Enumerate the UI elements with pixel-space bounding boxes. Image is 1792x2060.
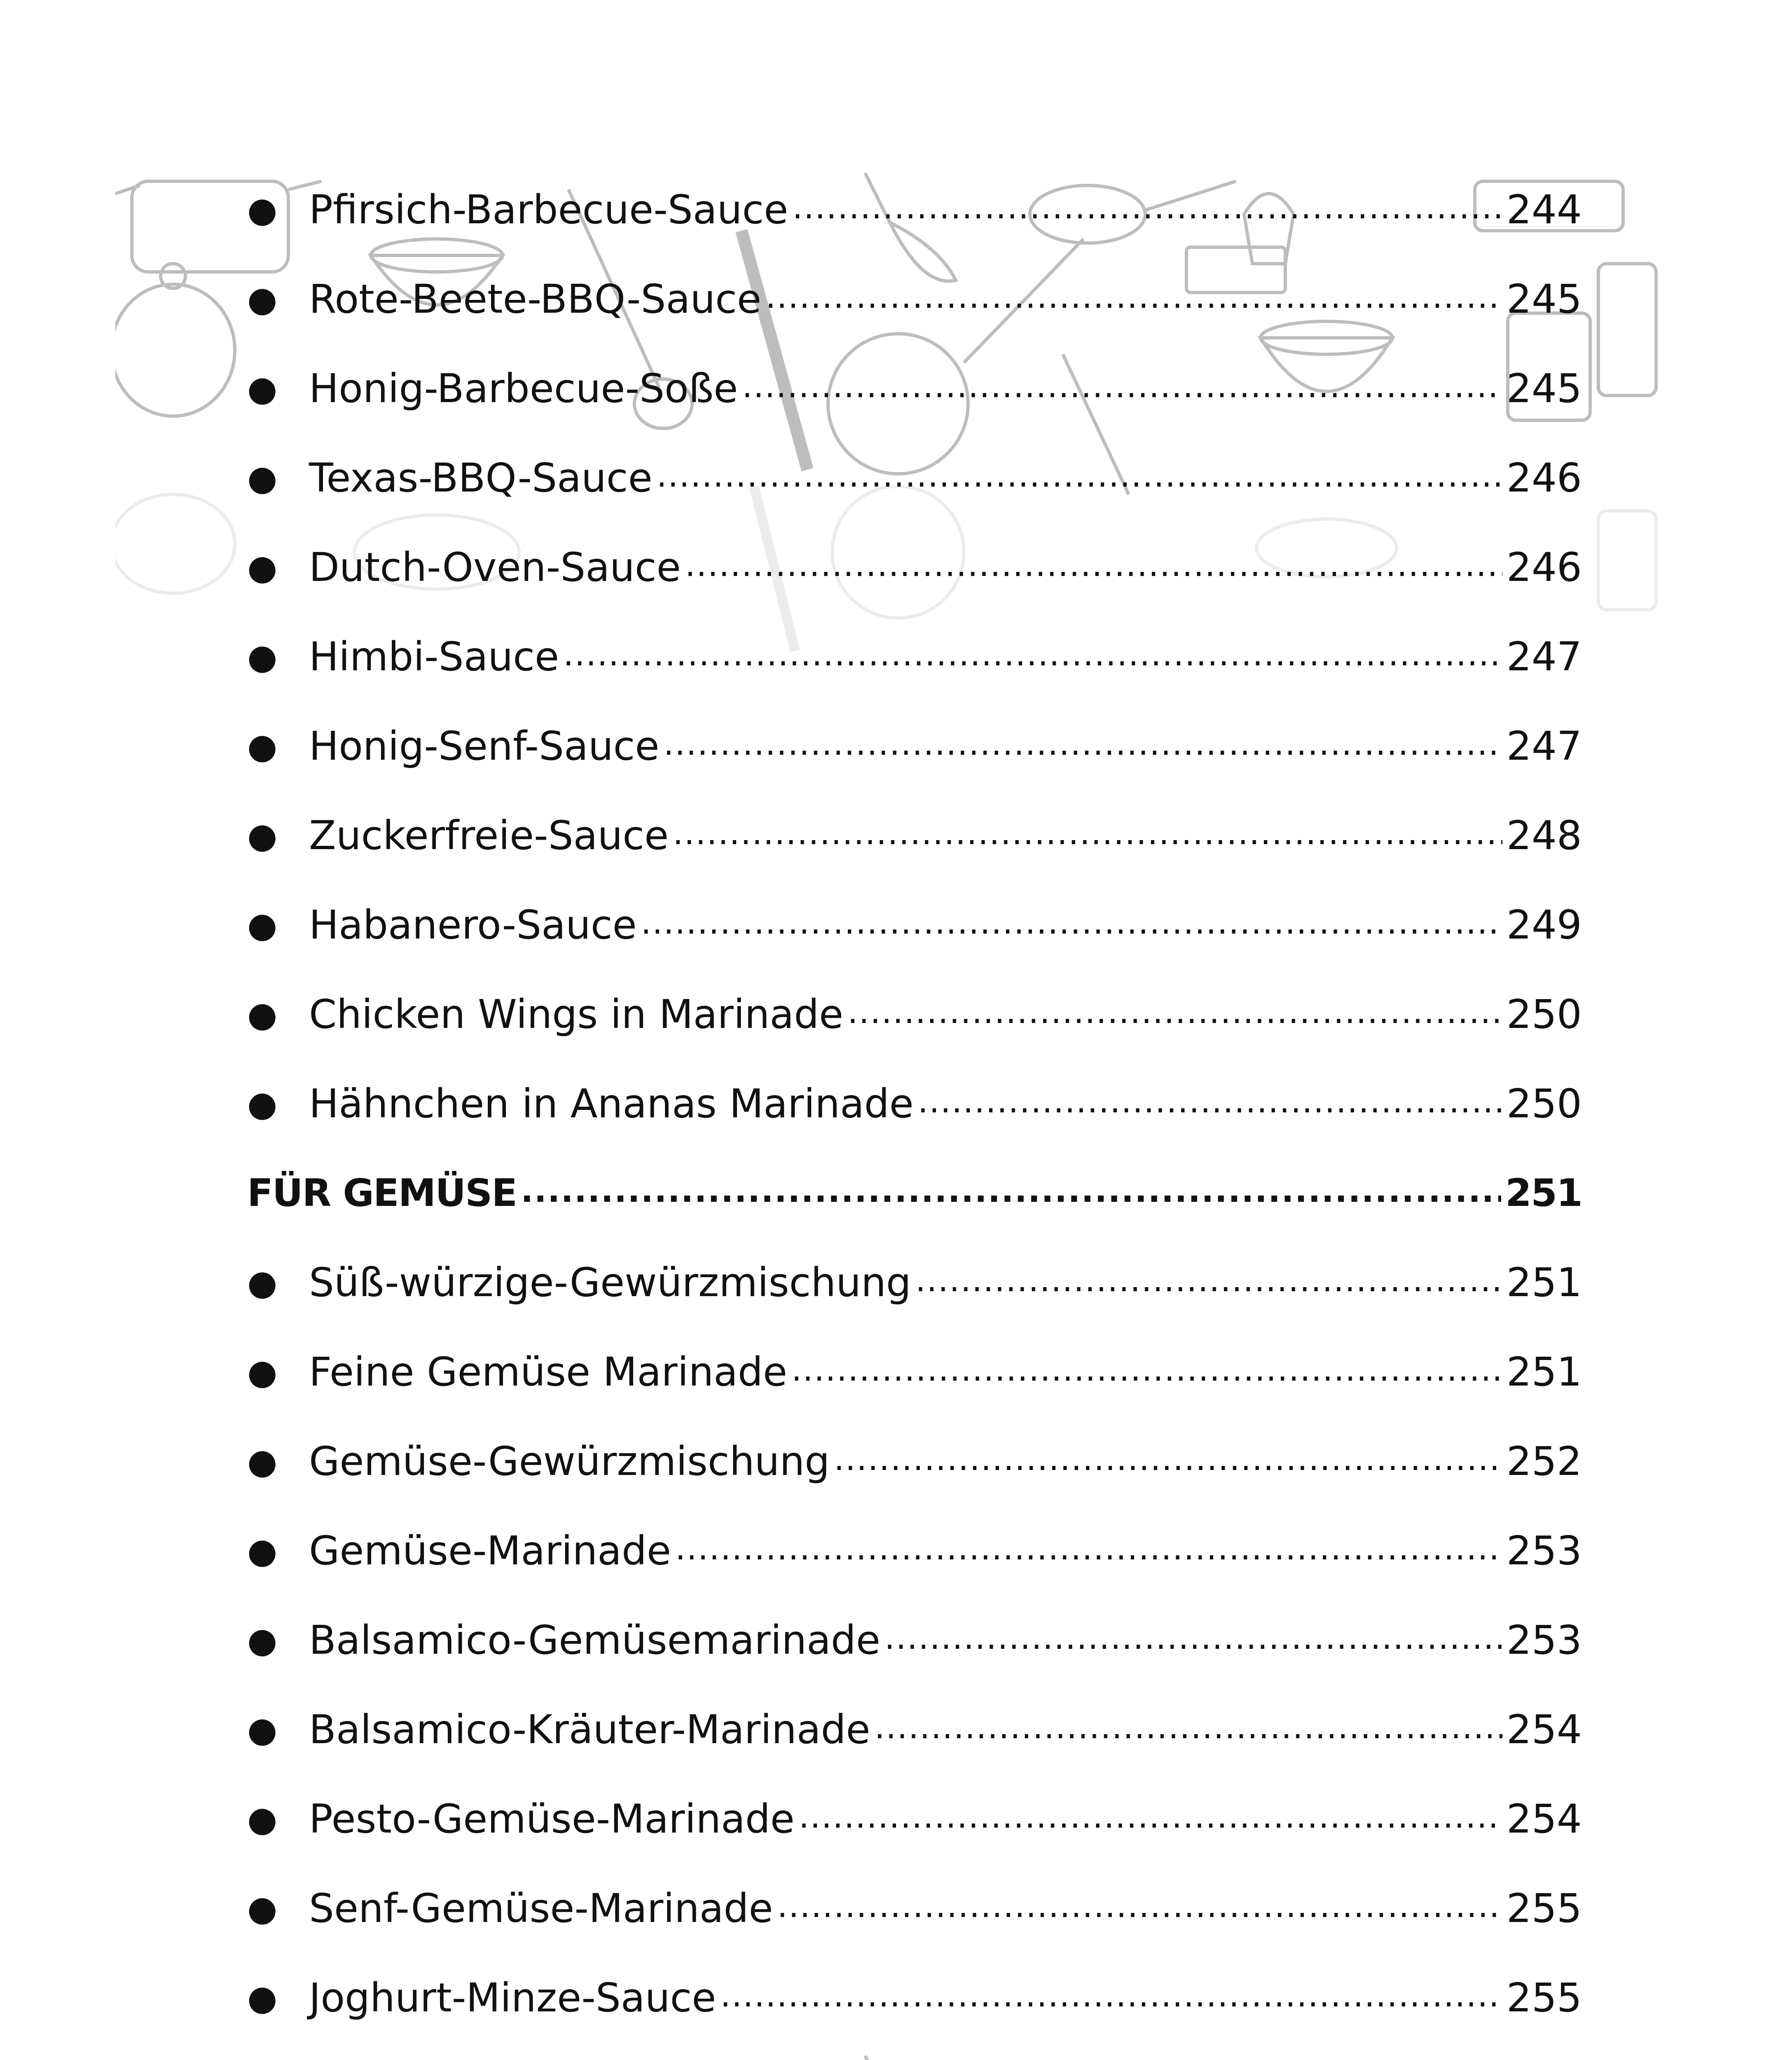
table-of-contents <box>247 165 1582 2060</box>
grater-icon <box>1598 264 1656 396</box>
bullet-icon: ● <box>247 1798 278 1839</box>
dot-leader <box>834 1442 1502 1481</box>
toc-entry[interactable] <box>247 254 1582 344</box>
toc-page-number: 253 <box>1506 1617 1582 1663</box>
bullet-icon: ● <box>247 636 278 677</box>
toc-page-number: 254 <box>1506 1706 1582 1753</box>
dot-leader <box>657 458 1502 498</box>
toc-entry-title: Feine Gemüse Marinade <box>309 1348 787 1395</box>
toc-entry[interactable] <box>247 612 1582 701</box>
toc-page-number: 251 <box>1506 1259 1582 1306</box>
toc-page-number: 246 <box>1506 454 1582 501</box>
toc-page-number: 244 <box>1506 186 1582 233</box>
toc-entry-title: Chicken Wings in Marinade <box>309 991 844 1037</box>
dot-leader <box>664 726 1502 766</box>
bullet-icon: ● <box>247 815 278 856</box>
toc-page-number: 251 <box>1506 1348 1582 1395</box>
toc-entry[interactable] <box>247 522 1582 612</box>
dot-leader <box>792 190 1502 229</box>
toc-entry-title: Hähnchen in Ananas Marinade <box>309 1080 914 1127</box>
bullet-icon: ● <box>247 547 278 588</box>
toc-page-number: 249 <box>1506 901 1582 948</box>
toc-page-number: 245 <box>1506 365 1582 412</box>
toc-entry-title: Honig-Senf-Sauce <box>309 723 660 769</box>
toc-entry-title: Balsamico-Kräuter-Marinade <box>309 1706 870 1753</box>
dot-leader <box>875 1710 1502 1749</box>
dot-leader <box>847 995 1502 1034</box>
bullet-icon: ● <box>247 189 278 230</box>
bullet-icon: ● <box>247 1083 278 1124</box>
toc-page-number: 253 <box>1506 1527 1582 1574</box>
toc-page-number: 250 <box>1506 991 1582 1037</box>
toc-entry-title: Joghurt-Minze-Sauce <box>309 1974 716 2021</box>
toc-entry-title: Pfirsich-Barbecue-Sauce <box>309 186 788 233</box>
toc-entry-title: Balsamico-Gemüsemarinade <box>309 1617 880 1663</box>
toc-page-number: 255 <box>1506 1974 1582 2021</box>
toc-page-number: 250 <box>1506 1080 1582 1127</box>
dot-leader <box>685 548 1502 587</box>
teapot-icon <box>115 264 235 416</box>
toc-page-number: 245 <box>1506 276 1582 322</box>
toc-page-number: 251 <box>1505 1170 1582 1215</box>
toc-entry[interactable] <box>247 701 1582 791</box>
toc-page-number: 254 <box>1506 1795 1582 1842</box>
bullet-icon: ● <box>247 457 278 498</box>
toc-entry-title: Pesto-Gemüse-Marinade <box>309 1795 795 1842</box>
dot-leader <box>884 1620 1502 1660</box>
toc-page-number: 255 <box>1506 1885 1582 1931</box>
toc-entry-title: Rote-Beete-BBQ-Sauce <box>309 276 761 322</box>
toc-entry-title: Himbi-Sauce <box>309 633 559 680</box>
toc-entry[interactable] <box>247 1506 1582 1595</box>
dot-leader <box>915 1263 1502 1302</box>
dot-leader <box>799 1799 1502 1839</box>
bullet-icon: ● <box>247 1351 278 1392</box>
toc-entry[interactable] <box>247 880 1582 969</box>
toc-entry[interactable] <box>247 1595 1582 1685</box>
toc-entry[interactable] <box>247 1863 1582 1953</box>
dot-leader <box>675 1531 1502 1571</box>
dot-leader <box>918 1084 1502 1124</box>
toc-section-title: FÜR GEMÜSE <box>247 1170 517 1215</box>
toc-entry-title: Habanero-Sauce <box>309 901 637 948</box>
toc-entry[interactable] <box>247 1059 1582 1148</box>
dot-leader <box>720 1978 1502 2018</box>
toc-entry[interactable] <box>247 2042 1582 2060</box>
toc-entry[interactable] <box>247 344 1582 433</box>
toc-entry[interactable] <box>247 969 1582 1059</box>
toc-entry-title: Dutch-Oven-Sauce <box>309 544 681 590</box>
dot-leader <box>673 816 1502 855</box>
dot-leader <box>641 905 1502 945</box>
toc-page-number: 246 <box>1506 544 1582 590</box>
bullet-icon: ● <box>247 1977 278 2018</box>
toc-section-heading[interactable] <box>247 1148 1582 1238</box>
bullet-icon: ● <box>247 994 278 1035</box>
toc-entry[interactable] <box>247 1327 1582 1416</box>
dot-leader <box>765 279 1502 319</box>
bullet-icon: ● <box>247 1620 278 1660</box>
bullet-icon: ● <box>247 1530 278 1571</box>
bullet-icon: ● <box>247 904 278 945</box>
toc-entry[interactable] <box>247 1953 1582 2042</box>
dot-leader <box>521 1173 1501 1213</box>
toc-entry-title: Honig-Barbecue-Soße <box>309 365 738 412</box>
dot-leader <box>563 637 1502 677</box>
toc-entry[interactable] <box>247 1685 1582 1774</box>
toc-entry[interactable] <box>247 1238 1582 1327</box>
bullet-icon: ● <box>247 279 278 319</box>
dot-leader <box>777 1889 1502 1928</box>
toc-entry[interactable] <box>247 791 1582 880</box>
toc-entry[interactable] <box>247 1774 1582 1863</box>
bullet-icon: ● <box>247 1888 278 1929</box>
toc-entry-title: Gemüse-Marinade <box>309 1527 671 1574</box>
bullet-icon: ● <box>247 1709 278 1750</box>
toc-entry[interactable] <box>247 1416 1582 1506</box>
bullet-icon: ● <box>247 726 278 766</box>
toc-page-number: 248 <box>1506 812 1582 859</box>
toc-entry-title: Zuckerfreie-Sauce <box>309 812 669 859</box>
dot-leader <box>791 1352 1502 1392</box>
bullet-icon: ● <box>247 1441 278 1482</box>
toc-page-number: 252 <box>1506 1438 1582 1484</box>
toc-entry-title: Süß-würzige-Gewürzmischung <box>309 1259 911 1306</box>
toc-page-number: 247 <box>1506 723 1582 769</box>
toc-entry-title: Gemüse-Gewürzmischung <box>309 1438 830 1484</box>
bullet-icon: ● <box>247 1262 278 1303</box>
dot-leader <box>742 369 1502 408</box>
bullet-icon: ● <box>247 368 278 409</box>
toc-entry[interactable] <box>247 165 1582 254</box>
toc-entry[interactable] <box>247 433 1582 522</box>
toc-entry-title: Senf-Gemüse-Marinade <box>309 1885 773 1931</box>
toc-entry-title: Texas-BBQ-Sauce <box>309 454 653 501</box>
toc-page-number: 247 <box>1506 633 1582 680</box>
